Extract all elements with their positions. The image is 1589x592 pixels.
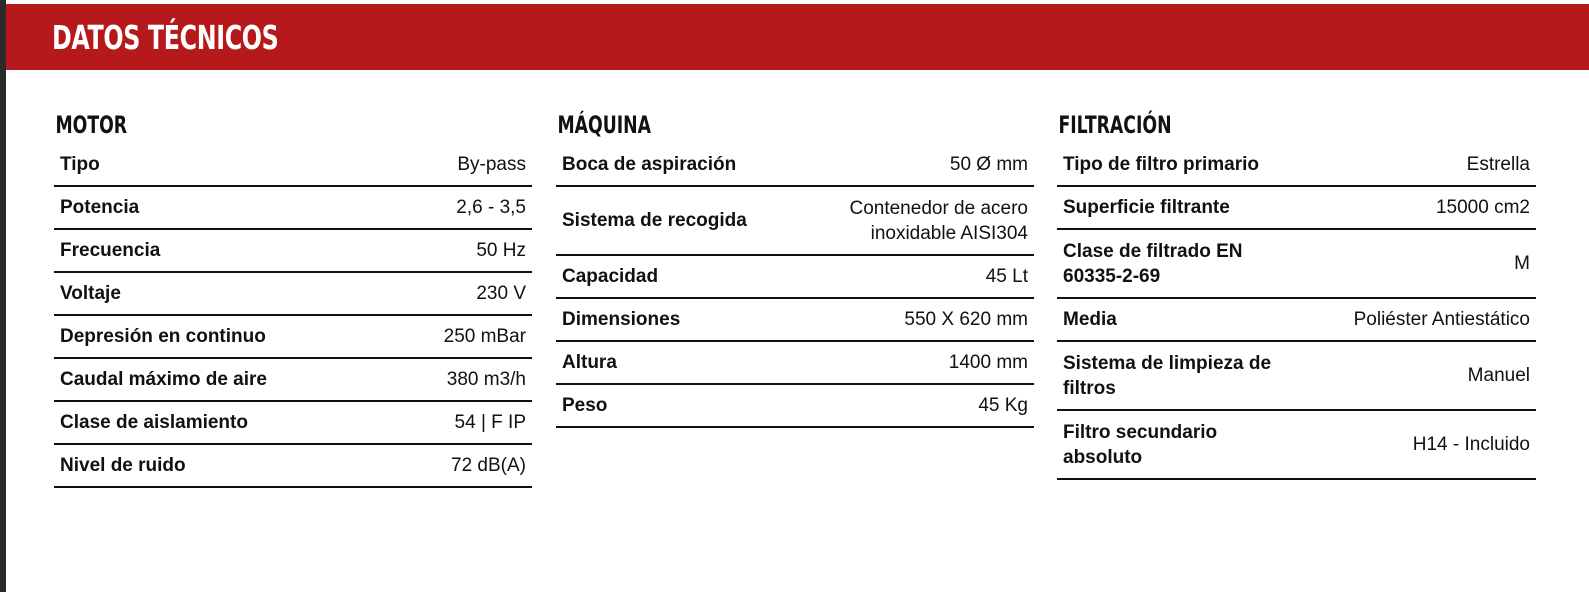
spec-value: 72 dB(A)	[451, 455, 526, 476]
spec-label: Capacidad	[562, 266, 659, 287]
section-title: FILTRACIÓN	[1058, 111, 1172, 139]
spec-value: M	[1514, 253, 1530, 274]
spec-row	[556, 385, 1034, 428]
spec-label: Boca de aspiración	[562, 154, 737, 175]
section-maquina	[556, 110, 1034, 428]
spec-value: 50 Hz	[476, 240, 526, 261]
spec-row	[556, 256, 1034, 299]
spec-label: Clase de aislamiento	[60, 412, 248, 433]
section-motor	[54, 110, 532, 488]
spec-value: 550 X 620 mm	[904, 309, 1028, 330]
header-banner	[6, 4, 1589, 70]
spec-label: Sistema de recogida	[562, 210, 747, 231]
spec-label: Sistema de limpieza de filtros	[1063, 352, 1272, 399]
spec-label: Clase de filtrado EN 60335-2-69	[1063, 240, 1243, 287]
spec-row	[556, 187, 1034, 256]
spec-value: 15000 cm2	[1435, 197, 1530, 218]
spec-row	[1057, 230, 1536, 299]
spec-value: Manuel	[1467, 365, 1530, 386]
spec-label: Tipo	[60, 154, 100, 175]
section-title: MOTOR	[55, 111, 128, 139]
spec-row	[54, 445, 532, 488]
spec-value: 250 mBar	[443, 326, 526, 347]
spec-value: 45 Lt	[985, 266, 1028, 287]
spec-row	[1057, 144, 1536, 187]
spec-value: 1400 mm	[948, 352, 1028, 373]
page-title: DATOS TÉCNICOS	[52, 18, 279, 57]
section-filtracion	[1057, 110, 1536, 480]
spec-value: Contenedor de acero inoxidable AISI304	[849, 197, 1028, 244]
spec-row	[556, 299, 1034, 342]
spec-label: Filtro secundario absoluto	[1063, 421, 1218, 468]
spec-row	[54, 273, 532, 316]
spec-row	[54, 316, 532, 359]
spec-row	[556, 144, 1034, 187]
spec-value: H14 - Incluido	[1412, 434, 1530, 455]
spec-value: 45 Kg	[978, 395, 1028, 416]
spec-value: Poliéster Antiestático	[1353, 309, 1530, 330]
spec-row	[54, 230, 532, 273]
spec-value: 380 m3/h	[446, 369, 526, 390]
spec-label: Frecuencia	[60, 240, 161, 261]
spec-label: Altura	[562, 352, 617, 373]
spec-label: Media	[1063, 309, 1117, 330]
spec-label: Depresión en continuo	[60, 326, 266, 347]
spec-row	[54, 144, 532, 187]
spec-label: Caudal máximo de aire	[60, 369, 267, 390]
spec-label: Nivel de ruido	[60, 455, 186, 476]
spec-value: 54 | F IP	[454, 412, 526, 433]
section-title: MÁQUINA	[557, 111, 651, 139]
spec-label: Superficie filtrante	[1063, 197, 1230, 218]
spec-row	[1057, 342, 1536, 411]
spec-label: Potencia	[60, 197, 140, 218]
spec-value: By-pass	[457, 154, 526, 175]
spec-row	[556, 342, 1034, 385]
spec-row	[1057, 299, 1536, 342]
spec-row	[1057, 187, 1536, 230]
spec-value: 230 V	[476, 283, 526, 304]
left-edge-bar	[0, 0, 6, 592]
spec-row	[54, 359, 532, 402]
spec-value: Estrella	[1466, 154, 1530, 175]
spec-label: Dimensiones	[562, 309, 681, 330]
spec-value: 50 Ø mm	[949, 154, 1028, 175]
spec-row	[54, 187, 532, 230]
spec-label: Peso	[562, 395, 608, 416]
spec-label: Tipo de filtro primario	[1063, 154, 1259, 175]
spec-value: 2,6 - 3,5	[456, 197, 526, 218]
spec-label: Voltaje	[60, 283, 121, 304]
spec-row	[54, 402, 532, 445]
spec-row	[1057, 411, 1536, 480]
